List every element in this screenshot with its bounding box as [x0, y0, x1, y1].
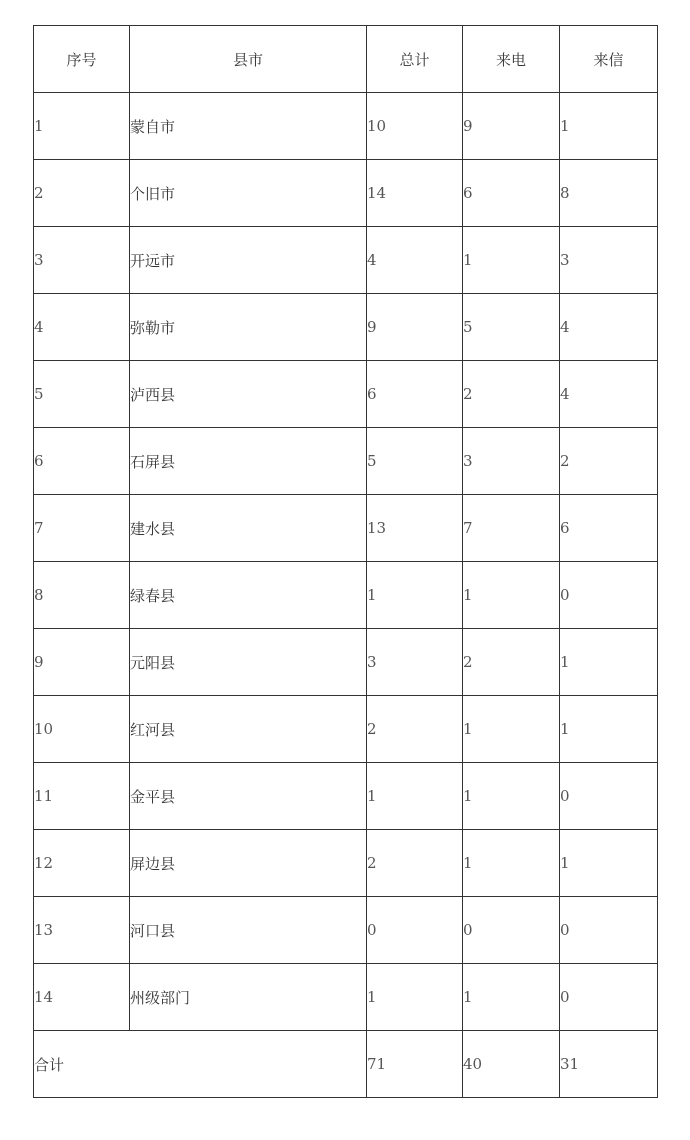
table-row — [34, 361, 658, 428]
row-region: 州级部门 — [130, 964, 367, 1031]
row-index: 12 — [34, 830, 130, 897]
row-total: 3 — [367, 629, 463, 696]
row-letters: 3 — [560, 227, 658, 294]
header-index: 序号 — [34, 26, 130, 93]
row-index: 6 — [34, 428, 130, 495]
row-total: 14 — [367, 160, 463, 227]
row-total: 1 — [367, 562, 463, 629]
row-total: 1 — [367, 763, 463, 830]
row-total: 2 — [367, 830, 463, 897]
row-letters: 1 — [560, 696, 658, 763]
row-letters: 0 — [560, 897, 658, 964]
table-row — [34, 227, 658, 294]
table-row — [34, 964, 658, 1031]
row-total: 1 — [367, 964, 463, 1031]
row-calls: 1 — [463, 227, 560, 294]
row-letters: 4 — [560, 361, 658, 428]
summary-total: 71 — [367, 1031, 463, 1098]
row-total: 9 — [367, 294, 463, 361]
row-letters: 0 — [560, 763, 658, 830]
row-letters: 0 — [560, 964, 658, 1031]
row-letters: 4 — [560, 294, 658, 361]
row-letters: 0 — [560, 562, 658, 629]
row-region: 泸西县 — [130, 361, 367, 428]
table-row — [34, 830, 658, 897]
table-row — [34, 763, 658, 830]
row-calls: 1 — [463, 562, 560, 629]
header-calls: 来电 — [463, 26, 560, 93]
row-calls: 7 — [463, 495, 560, 562]
row-calls: 6 — [463, 160, 560, 227]
row-region: 元阳县 — [130, 629, 367, 696]
row-calls: 1 — [463, 964, 560, 1031]
summary-letters: 31 — [560, 1031, 658, 1098]
row-index: 2 — [34, 160, 130, 227]
row-calls: 1 — [463, 830, 560, 897]
row-index: 10 — [34, 696, 130, 763]
row-letters: 2 — [560, 428, 658, 495]
row-region: 金平县 — [130, 763, 367, 830]
row-total: 0 — [367, 897, 463, 964]
row-region: 红河县 — [130, 696, 367, 763]
row-index: 3 — [34, 227, 130, 294]
row-letters: 1 — [560, 629, 658, 696]
row-calls: 5 — [463, 294, 560, 361]
row-region: 蒙自市 — [130, 93, 367, 160]
row-calls: 1 — [463, 763, 560, 830]
table-row — [34, 428, 658, 495]
row-total: 5 — [367, 428, 463, 495]
header-letters: 来信 — [560, 26, 658, 93]
table-row — [34, 696, 658, 763]
table-row — [34, 629, 658, 696]
row-letters: 1 — [560, 93, 658, 160]
row-index: 13 — [34, 897, 130, 964]
row-total: 4 — [367, 227, 463, 294]
row-index: 1 — [34, 93, 130, 160]
table-row — [34, 294, 658, 361]
row-region: 石屏县 — [130, 428, 367, 495]
header-row — [34, 26, 658, 93]
statistics-table — [33, 25, 658, 1098]
row-region: 个旧市 — [130, 160, 367, 227]
row-calls: 9 — [463, 93, 560, 160]
header-region: 县市 — [130, 26, 367, 93]
row-index: 7 — [34, 495, 130, 562]
table-row — [34, 93, 658, 160]
row-region: 开远市 — [130, 227, 367, 294]
row-index: 11 — [34, 763, 130, 830]
row-index: 14 — [34, 964, 130, 1031]
row-total: 6 — [367, 361, 463, 428]
row-region: 建水县 — [130, 495, 367, 562]
row-region: 弥勒市 — [130, 294, 367, 361]
header-total: 总计 — [367, 26, 463, 93]
table-row — [34, 897, 658, 964]
summary-row — [34, 1031, 658, 1098]
row-letters: 1 — [560, 830, 658, 897]
table-row — [34, 495, 658, 562]
row-total: 13 — [367, 495, 463, 562]
row-index: 8 — [34, 562, 130, 629]
row-calls: 2 — [463, 629, 560, 696]
row-index: 9 — [34, 629, 130, 696]
row-calls: 3 — [463, 428, 560, 495]
row-total: 2 — [367, 696, 463, 763]
row-index: 5 — [34, 361, 130, 428]
row-calls: 1 — [463, 696, 560, 763]
table-row — [34, 562, 658, 629]
table-row — [34, 160, 658, 227]
row-index: 4 — [34, 294, 130, 361]
row-calls: 2 — [463, 361, 560, 428]
summary-calls: 40 — [463, 1031, 560, 1098]
row-letters: 8 — [560, 160, 658, 227]
row-calls: 0 — [463, 897, 560, 964]
summary-label: 合计 — [34, 1031, 367, 1098]
row-total: 10 — [367, 93, 463, 160]
row-region: 屏边县 — [130, 830, 367, 897]
row-region: 绿春县 — [130, 562, 367, 629]
row-letters: 6 — [560, 495, 658, 562]
row-region: 河口县 — [130, 897, 367, 964]
